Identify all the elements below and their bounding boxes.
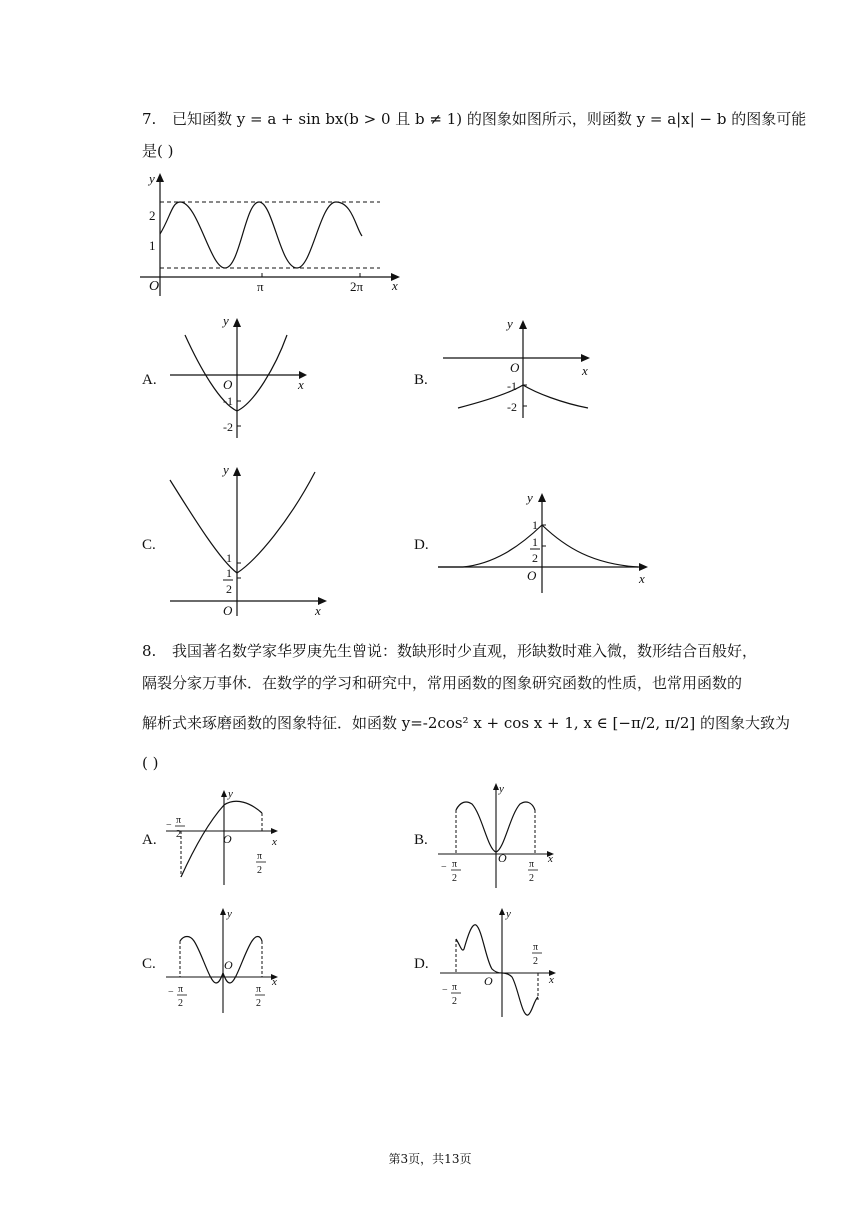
graph-label: -1: [507, 379, 517, 393]
q8-line1: [142, 640, 757, 662]
q7-option-b-graph[interactable]: [440, 313, 600, 423]
graph-label: π: [452, 859, 458, 870]
graph-label: -2: [507, 400, 517, 414]
graph-label: x: [582, 363, 588, 378]
q8-option-b-label[interactable]: B.: [414, 832, 428, 848]
graph-label: O: [527, 568, 537, 583]
graph-label: y: [223, 313, 229, 328]
q8-option-c-label[interactable]: C.: [142, 956, 156, 972]
q7-main-y-label: y: [149, 171, 155, 186]
q7-number: 7.: [142, 110, 157, 128]
graph-label: 1: [532, 518, 538, 532]
q7-text-1: 已知函数 y = a + sin bx(b > 0 且 b ≠ 1) 的图象如图所示，则函数 y = a|x| − b 的图象可能: [172, 110, 807, 128]
q7-main-tick-1: 1: [149, 238, 156, 253]
q8-line3: 解析式来琢磨函数的图象特征．如函数 y=-2cos² x + cos x + 1, x ∈ [−π/2, π/2] 的图象大致为: [142, 714, 791, 732]
q7-main-x-label: x: [392, 278, 398, 293]
graph-label: x: [549, 974, 554, 986]
q7-option-b-label[interactable]: B.: [414, 372, 428, 388]
q7-option-d-label[interactable]: D.: [414, 537, 429, 553]
q7-line2: 是( ): [142, 142, 174, 160]
q7-option-d-graph[interactable]: [438, 488, 658, 598]
graph-label: 2: [178, 998, 183, 1009]
q7-option-a-label[interactable]: A.: [142, 372, 157, 388]
graph-label: π: [176, 815, 182, 826]
q7-main-graph: [140, 168, 410, 298]
graph-label: −: [441, 862, 447, 873]
graph-label: x: [548, 853, 553, 865]
graph-label: 2: [257, 865, 262, 876]
graph-label: O: [510, 360, 520, 375]
graph-label: O: [498, 851, 507, 865]
graph-label: 2: [226, 582, 232, 596]
graph-label: −: [166, 820, 172, 831]
graph-label: O: [223, 377, 233, 392]
graph-label: y: [527, 490, 533, 505]
q7-main-origin: O: [149, 279, 160, 294]
graph-label: O: [223, 832, 232, 846]
graph-label: 1: [226, 566, 232, 580]
q7-option-c-graph[interactable]: [165, 460, 335, 620]
graph-label: O: [224, 958, 233, 972]
graph-label: x: [298, 377, 304, 392]
graph-label: O: [223, 603, 233, 618]
graph-label: O: [484, 974, 493, 988]
graph-label: π: [452, 982, 458, 993]
q8-option-a-graph[interactable]: [166, 785, 286, 890]
graph-label: y: [506, 908, 511, 920]
graph-label: x: [272, 836, 277, 848]
q8-option-d-label[interactable]: D.: [414, 956, 429, 972]
graph-label: π: [533, 942, 539, 953]
graph-label: 2: [533, 956, 538, 967]
graph-label: π: [529, 859, 535, 870]
graph-label: 2: [452, 873, 457, 884]
graph-label: π: [257, 851, 263, 862]
graph-label: −: [442, 985, 448, 996]
graph-label: -2: [223, 420, 233, 434]
graph-label: 1: [532, 535, 538, 549]
graph-label: y: [499, 783, 504, 795]
q7-main-tick-2: 2: [149, 208, 156, 223]
q8-option-b-graph[interactable]: [438, 780, 563, 890]
graph-label: 2: [176, 829, 181, 840]
graph-label: y: [223, 462, 229, 477]
graph-label: y: [507, 316, 513, 331]
graph-label: π: [256, 984, 262, 995]
graph-label: 2: [256, 998, 261, 1009]
graph-label: 1: [226, 551, 232, 565]
q7-option-c-label[interactable]: C.: [142, 537, 156, 553]
graph-label: 2: [529, 873, 534, 884]
q8-option-c-graph[interactable]: [166, 905, 286, 1015]
q8-number: 8.: [142, 642, 157, 660]
q7-main-tick-pi: π: [257, 279, 264, 294]
graph-label: -1: [223, 394, 233, 408]
q8-line2: 隔裂分家万事休．在数学的学习和研究中，常用函数的图象研究函数的性质，也常用函数的: [142, 674, 743, 692]
graph-label: x: [639, 571, 645, 586]
graph-label: π: [178, 984, 184, 995]
graph-label: y: [228, 788, 233, 800]
q8-option-a-label[interactable]: A.: [142, 832, 157, 848]
q7-main-tick-2pi: 2π: [350, 279, 364, 294]
q7-option-a-graph[interactable]: [165, 313, 315, 443]
graph-label: x: [272, 976, 277, 988]
q8-line4: ( ): [142, 754, 159, 772]
graph-label: x: [315, 603, 321, 618]
page-footer: 第3页，共13页: [388, 1152, 472, 1166]
q7-sine-curve: [160, 202, 362, 268]
graph-label: 2: [452, 996, 457, 1007]
q7-line1: [142, 108, 806, 130]
graph-label: y: [227, 908, 232, 920]
q8-option-d-graph[interactable]: [440, 905, 565, 1020]
graph-label: 2: [532, 551, 538, 565]
q8-text-1: 我国著名数学家华罗庚先生曾说：数缺形时少直观，形缺数时难入微，数形结合百般好，: [172, 642, 758, 660]
graph-label: −: [168, 987, 174, 998]
